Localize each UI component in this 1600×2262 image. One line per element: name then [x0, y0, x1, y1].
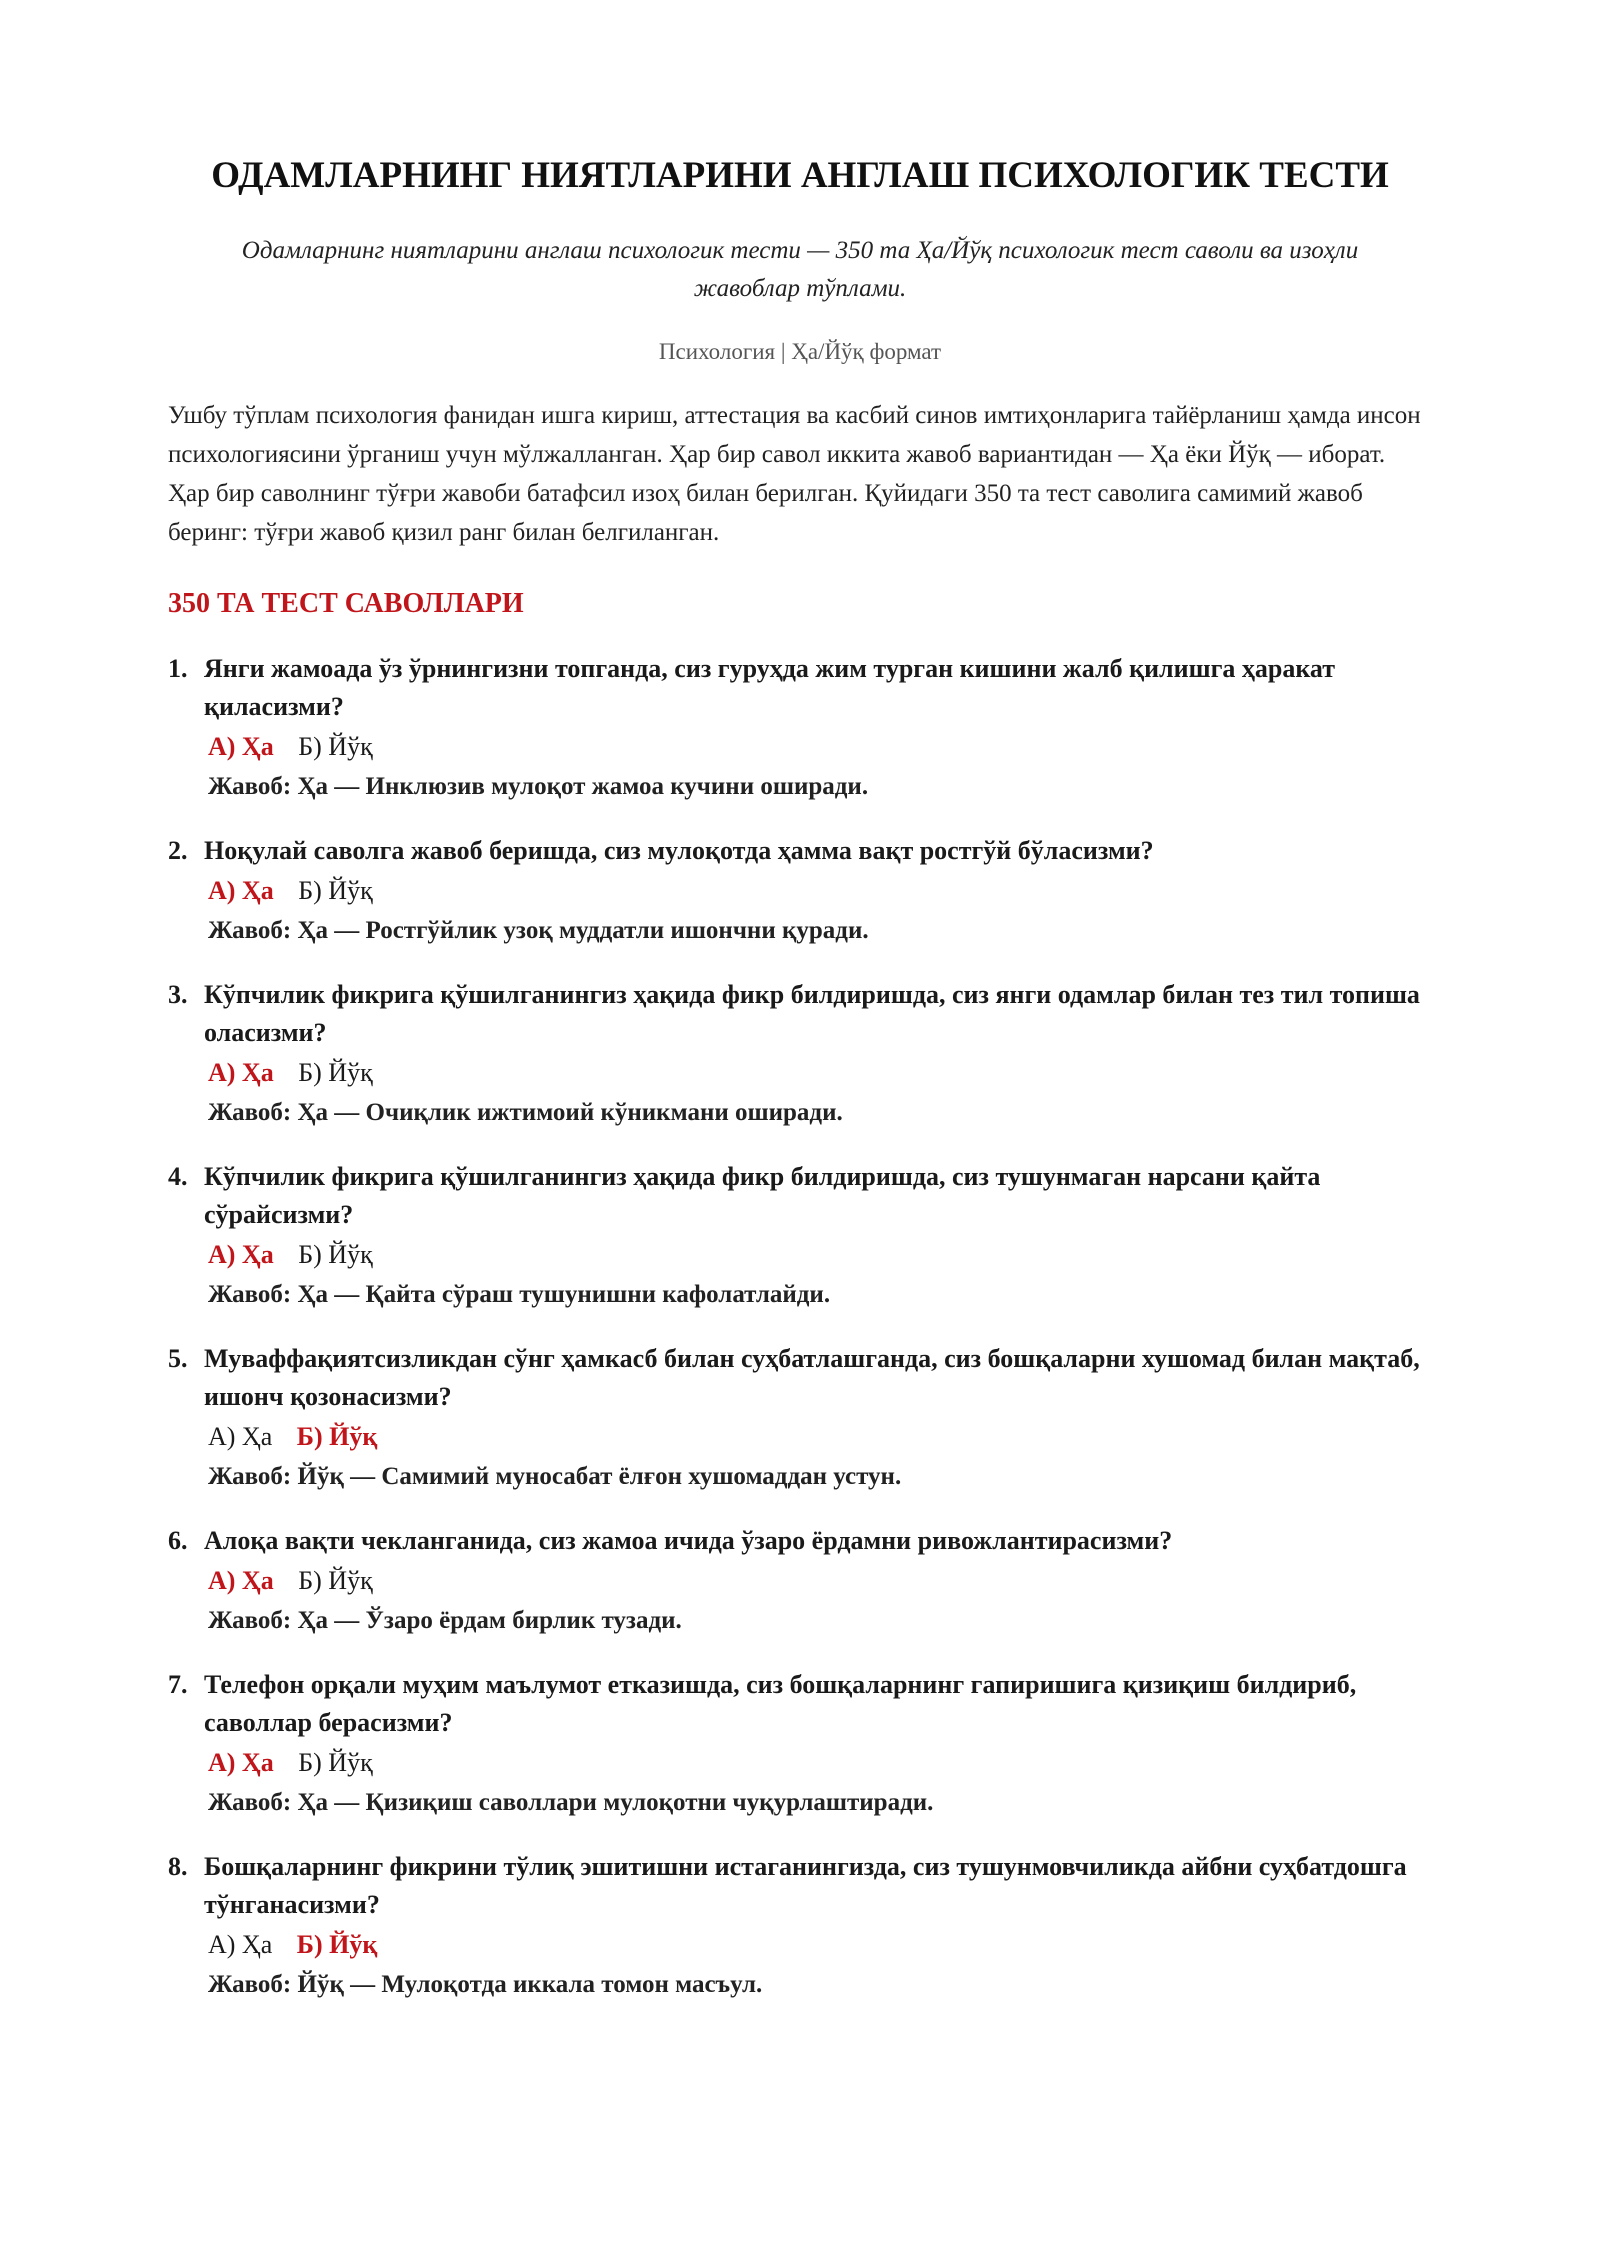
question-list: [168, 650, 1432, 2004]
option-a: А) Ҳа: [208, 1566, 274, 1595]
question-text-row: [168, 1158, 1432, 1234]
option-b: Б) Йўқ: [298, 732, 373, 761]
answer-explanation: Жавоб: Йўқ — Мулоқотда иккала томон масъул.: [208, 1971, 763, 1998]
question-item: [168, 1158, 1432, 1314]
question-text: Кўпчилик фикрига қўшилганингиз ҳақида фикр билдиришда, сиз тушунмаган нарсани қайта сўрайсизми?: [204, 1162, 1321, 1229]
question-options: [168, 1744, 1432, 1782]
question-item: [168, 650, 1432, 806]
option-a: А) Ҳа: [208, 876, 274, 905]
answer-explanation: Жавоб: Ҳа — Инклюзив мулоқот жамоа кучини оширади.: [208, 773, 869, 800]
question-text: Кўпчилик фикрига қўшилганингиз ҳақида фикр билдиришда, сиз янги одамлар билан тез тил топиша оласизми?: [204, 980, 1420, 1047]
answer-explanation: Жавоб: Ҳа — Қизиқиш саволлари мулоқотни чуқурлаштиради.: [208, 1789, 934, 1816]
option-b: Б) Йўқ: [296, 1930, 378, 1959]
question-text-row: [168, 976, 1432, 1052]
question-item: [168, 832, 1432, 950]
question-number: 7.: [168, 1670, 188, 1699]
question-options: [168, 1236, 1432, 1274]
option-a: А) Ҳа: [208, 732, 274, 761]
question-text: Янги жамоада ўз ўрнингизни топганда, сиз гуруҳда жим турган кишини жалб қилишга ҳаракат қиласизми?: [204, 654, 1336, 721]
answer-explanation: Жавоб: Йўқ — Самимий муносабат ёлғон хушомаддан устун.: [208, 1463, 902, 1490]
question-text: Бошқаларнинг фикрини тўлиқ эшитишни истаганингизда, сиз тушунмовчиликда айбни суҳбатдошга тўнганасизми?: [204, 1852, 1407, 1919]
option-b: Б) Йўқ: [298, 1748, 373, 1777]
question-item: [168, 1666, 1432, 1822]
option-b: Б) Йўқ: [298, 876, 373, 905]
question-text-row: [168, 832, 1432, 870]
question-options: [168, 1418, 1432, 1456]
question-number: 4.: [168, 1162, 188, 1191]
question-text: Телефон орқали муҳим маълумот етказишда, сиз бошқаларнинг гапиришига қизиқиш билдириб, саволлар берасизми?: [204, 1670, 1357, 1737]
question-item: [168, 1522, 1432, 1640]
option-b: Б) Йўқ: [296, 1422, 378, 1451]
question-item: [168, 1340, 1432, 1496]
document-subtitle: Одамларнинг ниятларини англаш психологик тести — 350 та Ҳа/Йўқ психологик тест саволи ва изоҳли жавоблар тўплами.: [241, 237, 1359, 302]
option-a: А) Ҳа: [208, 1930, 273, 1959]
question-number: 3.: [168, 980, 188, 1009]
question-text-row: [168, 1340, 1432, 1416]
question-text-row: [168, 1522, 1432, 1560]
question-number: 1.: [168, 654, 188, 683]
question-item: [168, 976, 1432, 1132]
option-a: А) Ҳа: [208, 1240, 274, 1269]
document-title: ОДАМЛАРНИНГ НИЯТЛАРИНИ АНГЛАШ ПСИХОЛОГИК ТЕСТИ: [211, 155, 1389, 196]
question-text-row: [168, 1666, 1432, 1742]
intro-paragraph: Ушбу тўплам психология фанидан ишга кириш, аттестация ва касбий синов имтиҳонларига тайёрланиш ҳамда инсон психологиясини ўрганиш учун мўлжалланган. Ҳар бир савол иккита жавоб вариантидан — Ҳа ёки Йўқ — иборат. Ҳар бир саволнинг тўғри жавоби батафсил изоҳ билан берилган. Қуйидаги 350 та тест саволига самимий жавоб беринг: тўғри жавоб қизил ранг билан белгиланган.: [168, 402, 1421, 546]
answer-explanation: Жавоб: Ҳа — Ўзаро ёрдам бирлик тузади.: [208, 1607, 682, 1634]
question-number: 6.: [168, 1526, 188, 1555]
option-a: А) Ҳа: [208, 1422, 273, 1451]
question-item: [168, 1848, 1432, 2004]
question-options: [168, 728, 1432, 766]
question-options: [168, 872, 1432, 910]
question-options: [168, 1562, 1432, 1600]
section-heading: 350 ТА ТЕСТ САВОЛЛАРИ: [168, 588, 524, 619]
question-text: Муваффақиятсизликдан сўнг ҳамкасб билан суҳбатлашганда, сиз бошқаларни хушомад билан мақтаб, ишонч қозонасизми?: [204, 1344, 1420, 1411]
option-a: А) Ҳа: [208, 1748, 274, 1777]
question-number: 2.: [168, 836, 188, 865]
question-text: Ноқулай саволга жавоб беришда, сиз мулоқотда ҳамма вақт ростгўй бўласизми?: [204, 836, 1154, 865]
option-b: Б) Йўқ: [298, 1058, 373, 1087]
question-text-row: [168, 650, 1432, 726]
question-number: 5.: [168, 1344, 188, 1373]
question-number: 8.: [168, 1852, 188, 1881]
question-text: Алоқа вақти чекланганида, сиз жамоа ичида ўзаро ёрдамни ривожлантирасизми?: [204, 1526, 1173, 1555]
option-b: Б) Йўқ: [298, 1566, 373, 1595]
answer-explanation: Жавоб: Ҳа — Қайта сўраш тушунишни кафолатлайди.: [208, 1281, 831, 1308]
option-b: Б) Йўқ: [298, 1240, 373, 1269]
document-meta: Психология | Ҳа/Йўқ формат: [658, 339, 942, 364]
question-text-row: [168, 1848, 1432, 1924]
answer-explanation: Жавоб: Ҳа — Ростгўйлик узоқ муддатли ишончни қуради.: [208, 917, 869, 944]
question-options: [168, 1054, 1432, 1092]
option-a: А) Ҳа: [208, 1058, 274, 1087]
answer-explanation: Жавоб: Ҳа — Очиқлик ижтимоий кўникмани оширади.: [208, 1099, 843, 1126]
question-options: [168, 1926, 1432, 1964]
